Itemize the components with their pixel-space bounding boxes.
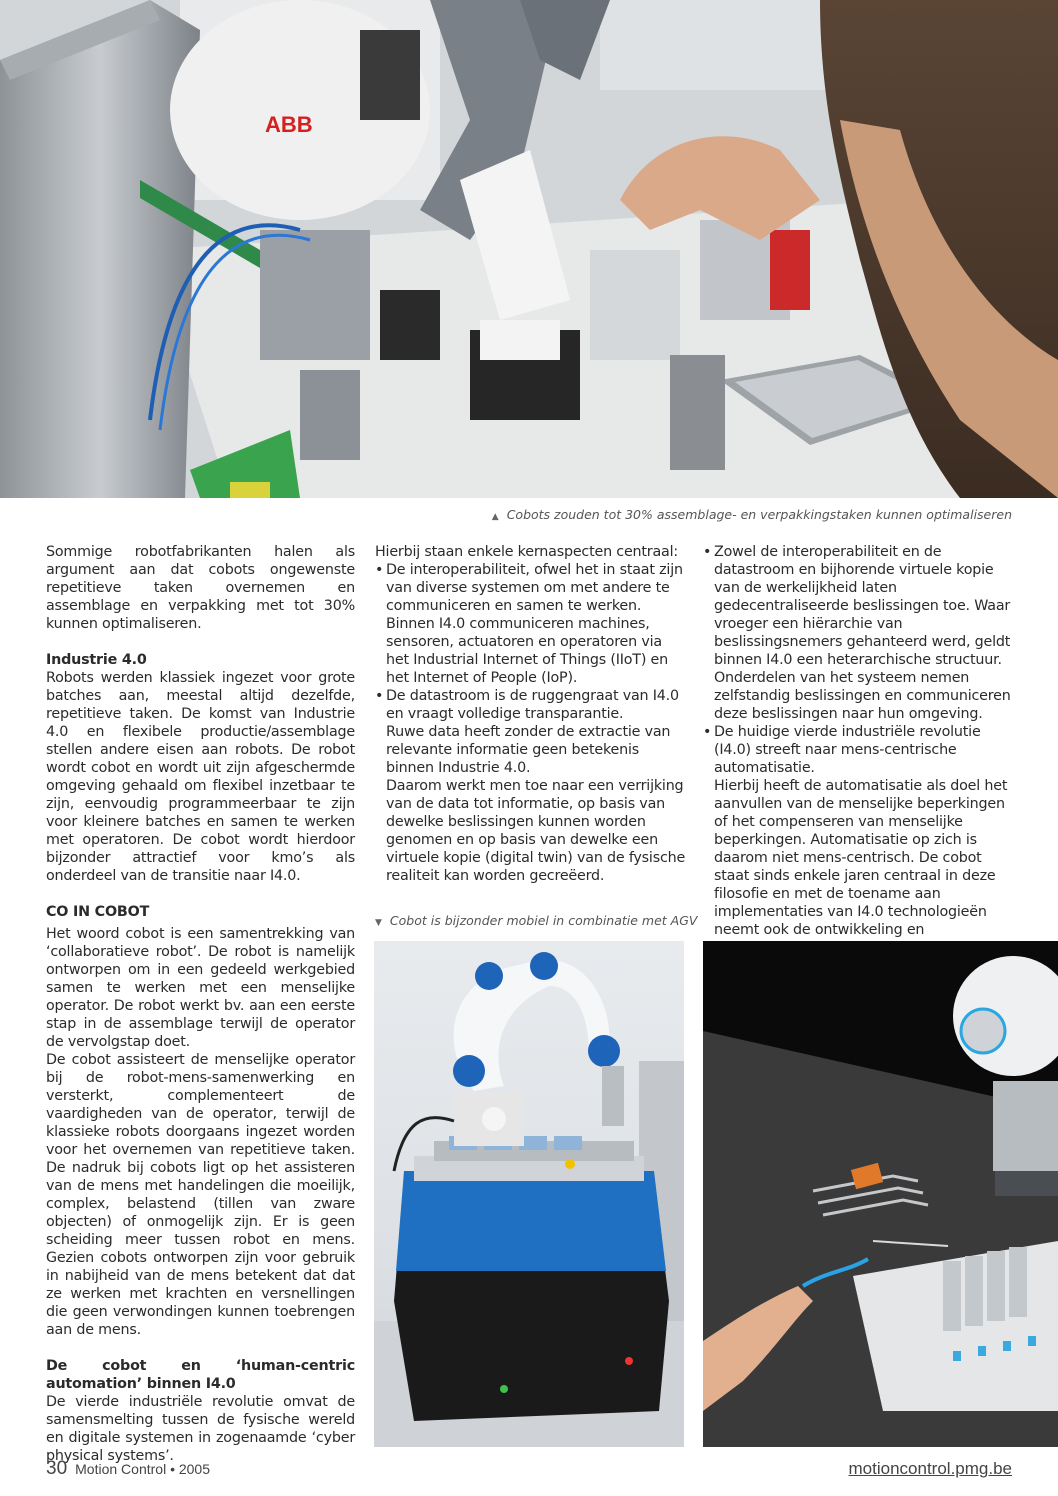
bullet-human-centric: • De huidige vierde industriële revolutie (I4.0) streeft naar mens-centrische automatisatie. — [703, 723, 1015, 777]
paragraph-cobot-definition: Het woord cobot is een samentrekking van ‘collaboratieve robot’. De robot is namelijk ontworpen om in een gedeeld werkgebied samen te werken met een menselijke operator. De robot werkt bv. aan een eerste stap in de assemblage terwijl de operator de vervolgstap doet. — [46, 926, 355, 1050]
hero-photo-illustration — [0, 0, 1058, 498]
bullet-human-centric-continued: Hierbij heeft de automatisatie als doel het aanvullen van de menselijke beperkingen of het compenseren van menselijke beperkingen. Automatisatie op zich is daarom niet mens-centrisch. De cobot staat sinds enkele jaren centraal in deze filosofie en met de toename aan implementaties van I4.0 technologieën neemt ook de ontwikkeling en — [714, 778, 1008, 938]
caption-top — [492, 507, 1012, 522]
cobot-agv-photo — [374, 941, 684, 1447]
bullet-datastream: • De datastroom is de ruggengraat van I4.0 en vraagt volledige transparantie. — [375, 687, 687, 723]
triangle-up-icon: ▲ — [491, 512, 499, 522]
cobot-tools-illustration — [703, 941, 1058, 1447]
column2-intro: Hierbij staan enkele kernaspecten centraal: — [375, 544, 678, 560]
bullet-interoperability: • De interoperabiliteit, ofwel het in staat zijn van diverse systemen om met andere te communiceren en samen te werken. — [375, 561, 687, 615]
heading-co-in-cobot: CO IN COBOT — [46, 904, 150, 920]
footer-left — [46, 1458, 210, 1480]
cobot-tools-photo — [703, 941, 1058, 1447]
heading-human-centric: De cobot en ‘human-centric automation’ binnen I4.0 — [46, 1358, 355, 1392]
hero-photo — [0, 0, 1058, 498]
bullet-datastream-raw-data: Ruwe data heeft zonder de extractie van relevante informatie geen betekenis binnen Industrie 4.0. — [386, 724, 671, 776]
website-link[interactable]: motioncontrol.pmg.be — [848, 1459, 1012, 1478]
paragraph-cobot-assists: De cobot assisteert de menselijke operator bij de robot-mens-samenwerking en versterkt, complementeert de vaardigheden van de operator, terwijl de klassieke robots doorgaans ingezet worden voor het overnemen van repetitieve taken. De nadruk bij cobots ligt op het assisteren van de mens met handelingen die moeilijk, complex, belastend (tillen van zware objecten) of onmogelijk zijn. Er is geen scheiding meer tussen robot en mens. Gezien cobots ontworpen zijn voor gebruik in nabijheid van de mens betekent dat dat ze werken met krachten en versnellingen die geen verwondingen kunnen toebrengen aan de mens. — [46, 1052, 355, 1338]
article-column-1 — [46, 543, 355, 1465]
article-column-3 — [703, 543, 1015, 939]
bullet-decentralised: • Zowel de interoperabiliteit en de datastroom en bijhorende virtuele kopie van de werkelijkheid laten gedecentraliseerde beslissingen toe. Waar vroeger een hiërarchie van beslissingsnemers gehanteerd werd, geldt binnen I4.0 een heterarchische structuur. Onderdelen van het systeem nemen zelfstandig beslissingen en communiceren deze beslissingen naar hun omgeving. — [703, 543, 1015, 723]
cobot-agv-illustration — [374, 941, 684, 1447]
abb-logo-text: ABB — [265, 112, 313, 137]
heading-industrie-4: Industrie 4.0 — [46, 652, 147, 668]
triangle-down-icon: ▼ — [375, 918, 382, 928]
bullet-datastream-enrichment: Daarom werkt men toe naar een verrijking van de data tot informatie, op basis van dewelke beslissingen kunnen worden genomen en op basis van dewelke een virtuele kopie (digital twin) van de fysische realiteit kan worden gecreëerd. — [386, 778, 686, 884]
caption-middle — [375, 913, 697, 928]
bullet-interoperability-continued: Binnen I4.0 communiceren machines, sensoren, actuatoren en operatoren via het Industrial Internet of Things (IIoT) en het Internet of People (IoP). — [386, 616, 669, 686]
article-column-2 — [375, 543, 687, 885]
caption-top-text: Cobots zouden tot 30% assemblage- en verpakkingstaken kunnen optimaliseren — [506, 507, 1012, 522]
magazine-title: Motion Control • 2005 — [75, 1461, 211, 1477]
page-number: 30 — [46, 1458, 68, 1479]
intro-paragraph: Sommige robotfabrikanten halen als argument aan dat cobots ongewenste repetitieve taken overnemen en assemblage en verpakking met tot 30% kunnen optimaliseren. — [46, 544, 355, 632]
paragraph-fourth-revolution: De vierde industriële revolutie omvat de samensmelting tussen de fysische wereld en digitale systemen in zogenaamde ‘cyber physical systems’. — [46, 1394, 355, 1464]
caption-middle-text: Cobot is bijzonder mobiel in combinatie met AGV — [389, 913, 698, 928]
paragraph-industrie-4: Robots werden klassiek ingezet voor grote batches aan, meestal altijd dezelfde, repetitieve taken. De komst van Industrie 4.0 en flexibele productie/assemblage stellen andere eisen aan robots. De robot wordt cobot en wordt uit zijn afgeschermde omgeving gehaald om flexibel inzetbaar te zijn, eenvoudig programmeerbaar te zijn voor kleinere batches en samen te werken met operatoren. De cobot wordt hierdoor bijzonder attractief voor kmo’s als onderdeel van de transitie naar I4.0. — [46, 670, 355, 884]
